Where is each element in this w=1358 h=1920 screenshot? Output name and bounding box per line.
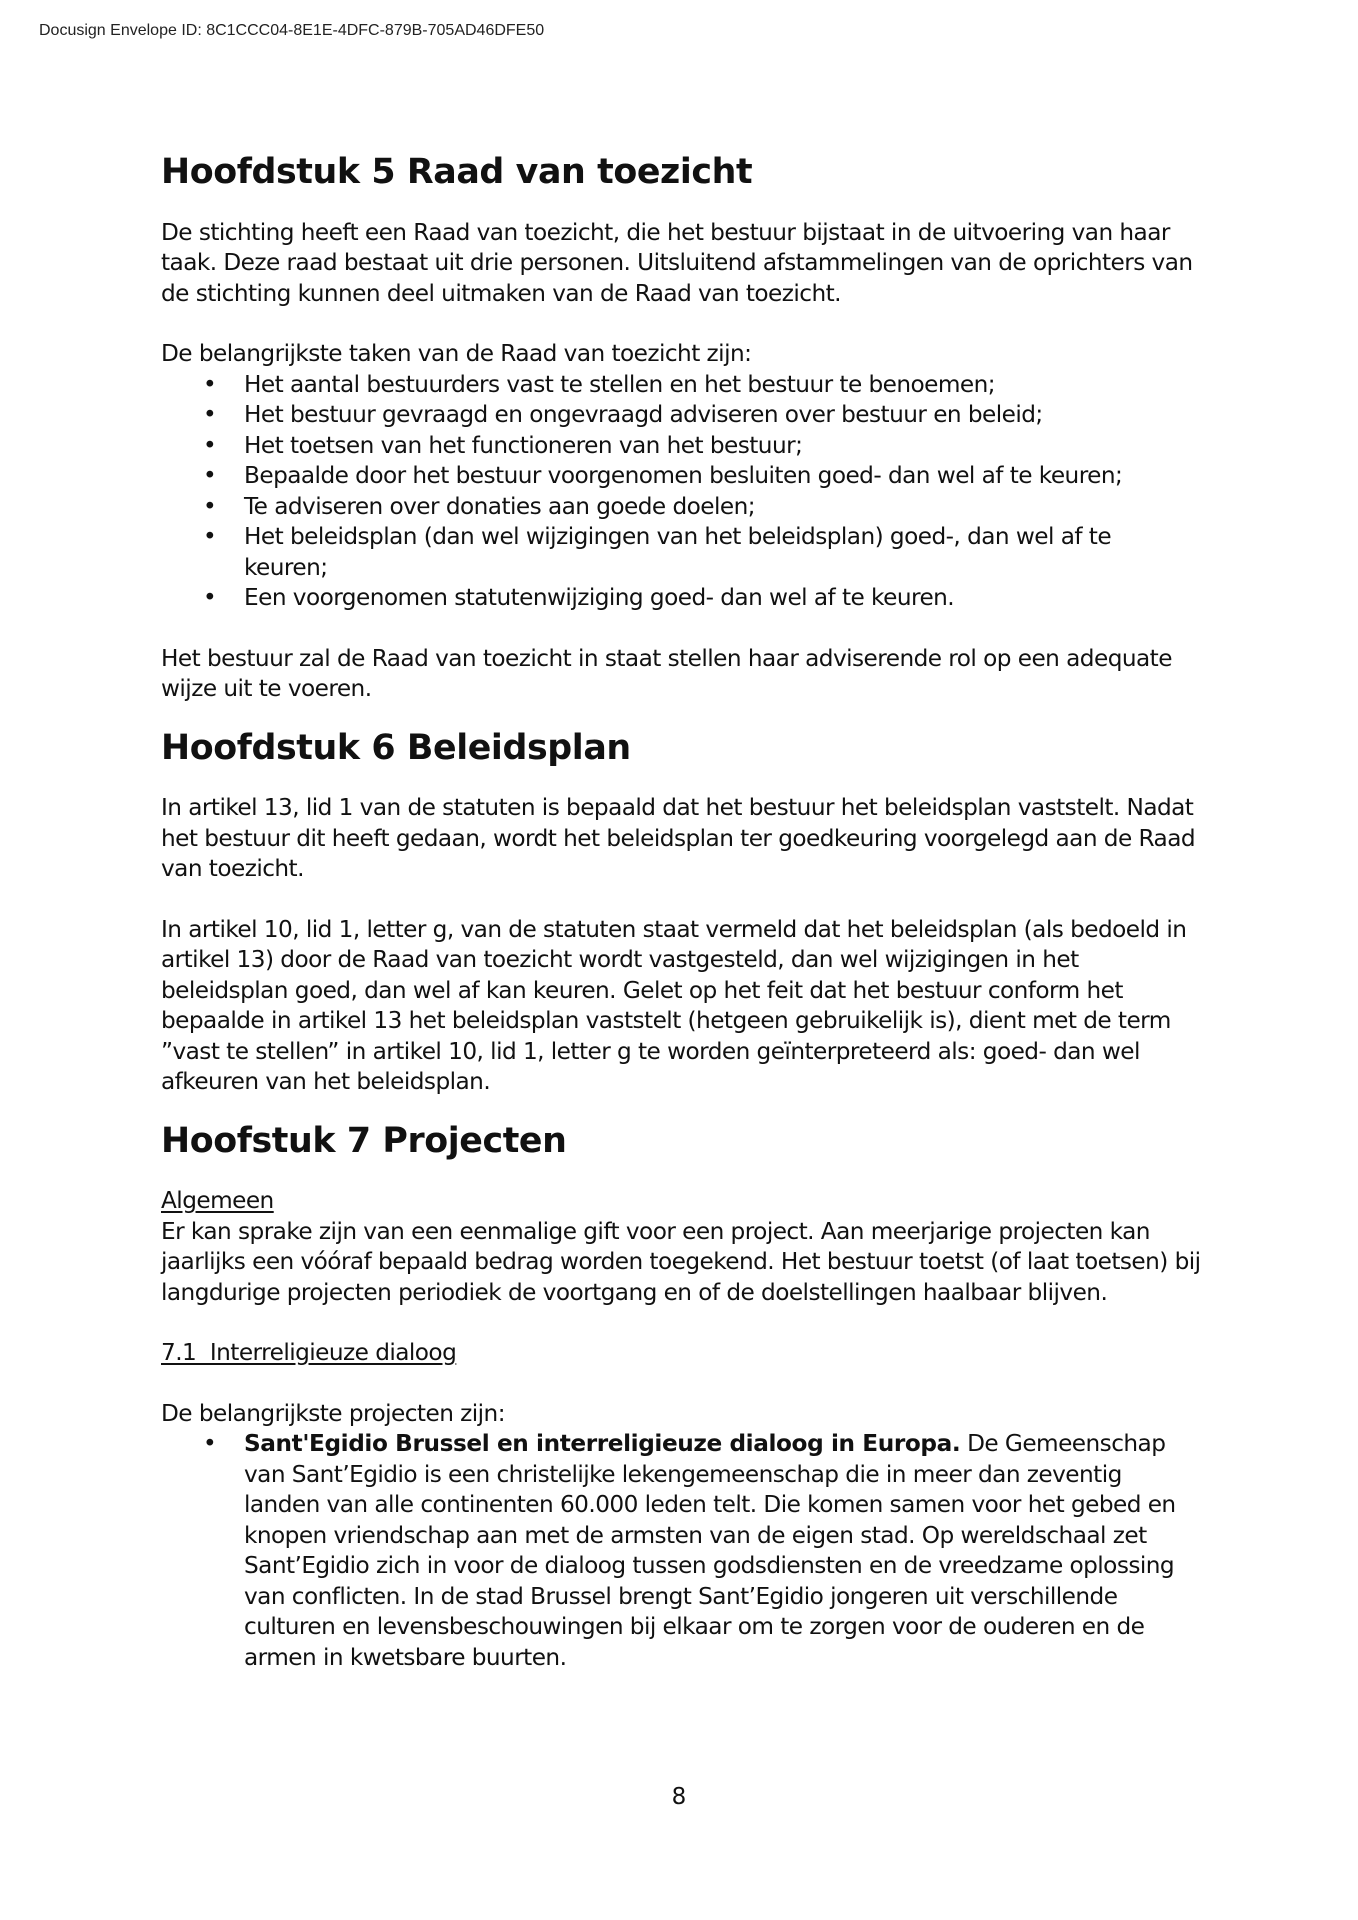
list-item xyxy=(161,583,1201,614)
task-text: Het aantal bestuurders vast te stellen en het bestuur te benoemen; xyxy=(244,370,996,398)
list-item xyxy=(161,370,1201,401)
chapter5-title: Hoofdstuk 5 Raad van toezicht xyxy=(161,152,753,192)
page-number: 8 xyxy=(671,1784,687,1810)
bullet-icon: • xyxy=(203,1430,217,1457)
list-item xyxy=(161,400,1201,431)
page-content xyxy=(161,152,1201,1673)
task-text: Een voorgenomen statutenwijziging goed- dan wel af te keuren. xyxy=(244,584,955,611)
bullet-icon: • xyxy=(203,584,217,611)
chapter5-intro: De stichting heeft een Raad van toezicht, die het bestuur bijstaat in de uitvoering van haar taak. Deze raad bestaat uit drie personen. Uitsluitend afstammelingen van de oprichters van de stichting kunnen deel uitmaken van de Raad van toezicht. xyxy=(161,218,1193,307)
chapter6-para1: In artikel 13, lid 1 van de statuten is bepaald dat het bestuur het beleidsplan vaststelt. Nadat het bestuur dit heeft gedaan, wordt het beleidsplan ter goedkeuring voorgelegd aan de Raad van toezicht. xyxy=(161,794,1196,882)
chapter7-project-list xyxy=(161,1429,1201,1673)
bullet-icon: • xyxy=(203,401,217,428)
list-item xyxy=(161,461,1201,492)
project-lead: Sant'Egidio Brussel en interreligieuze dialoog in Europa. xyxy=(244,1430,961,1457)
task-text: Het toetsen van het functioneren van het bestuur; xyxy=(244,431,803,459)
bullet-icon: • xyxy=(203,431,217,459)
chapter7-projects-intro: De belangrijkste projecten zijn: xyxy=(161,1399,505,1427)
bullet-icon: • xyxy=(203,462,217,489)
chapter5-tasks-intro: De belangrijkste taken van de Raad van toezicht zijn: xyxy=(161,340,752,367)
chapter7-general-heading: Algemeen xyxy=(161,1187,274,1214)
chapter5-task-list xyxy=(161,370,1201,614)
chapter6-title: Hoofdstuk 6 Beleidsplan xyxy=(161,727,631,768)
project-text: De Gemeenschap van Sant’Egidio is een christelijke lekengemeenschap die in meer dan zeventig landen van alle continenten 60.000 leden telt. Die komen samen voor het gebed en knopen vriendschap aan met de armsten van de eigen stad. Op wereldschaal zet Sant’Egidio zich in voor de dialoog tussen godsdiensten en de vreedzame oplossing van conflicten. In de stad Brussel brengt Sant’Egidio jongeren uit verschillende culturen en levensbeschouwingen bij elkaar om te zorgen voor de ouderen en de armen in kwetsbare buurten. xyxy=(244,1430,1176,1671)
bullet-icon: • xyxy=(203,492,217,520)
chapter5-closing: Het bestuur zal de Raad van toezicht in staat stellen haar adviserende rol op een adequate wijze uit te voeren. xyxy=(161,644,1172,702)
list-item xyxy=(161,492,1201,523)
task-text: Het beleidsplan (dan wel wijzigingen van het beleidsplan) goed-, dan wel af te keuren; xyxy=(244,523,1112,581)
bullet-icon: • xyxy=(203,523,217,550)
task-text: Bepaalde door het bestuur voorgenomen besluiten goed- dan wel af te keuren; xyxy=(244,462,1123,489)
chapter7-title: Hoofstuk 7 Projecten xyxy=(161,1120,567,1161)
bullet-icon: • xyxy=(203,370,217,398)
chapter7-section-heading: 7.1 Interreligieuze dialoog xyxy=(161,1339,457,1366)
list-item xyxy=(161,431,1201,462)
chapter7-general-text: Er kan sprake zijn van een eenmalige gift voor een project. Aan meerjarige projecten kan jaarlijks een vóóraf bepaald bedrag worden toegekend. Het bestuur toetst (of laat toetsen) bij langdurige projecten periodiek de voortgang en of de doelstellingen haalbaar blijven. xyxy=(161,1217,1201,1306)
list-item xyxy=(161,1429,1201,1673)
task-text: Te adviseren over donaties aan goede doelen; xyxy=(244,492,755,520)
list-item xyxy=(161,522,1201,583)
task-text: Het bestuur gevraagd en ongevraagd adviseren over bestuur en beleid; xyxy=(244,401,1043,428)
chapter6-para2: In artikel 10, lid 1, letter g, van de statuten staat vermeld dat het beleidsplan (als bedoeld in artikel 13) door de Raad van toezicht wordt vastgesteld, dan wel wijzigingen in het beleidsplan goed, dan wel af kan keuren. Gelet op het feit dat het bestuur conform het bepaalde in artikel 13 het beleidsplan vaststelt (hetgeen gebruikelijk is), dient met de term ”vast te stellen” in artikel 10, lid 1, letter g te worden geïnterpreteerd als: goed- dan wel afkeuren van het beleidsplan. xyxy=(161,915,1187,1095)
envelope-id: Docusign Envelope ID: 8C1CCC04-8E1E-4DFC-879B-705AD46DFE50 xyxy=(39,22,545,39)
